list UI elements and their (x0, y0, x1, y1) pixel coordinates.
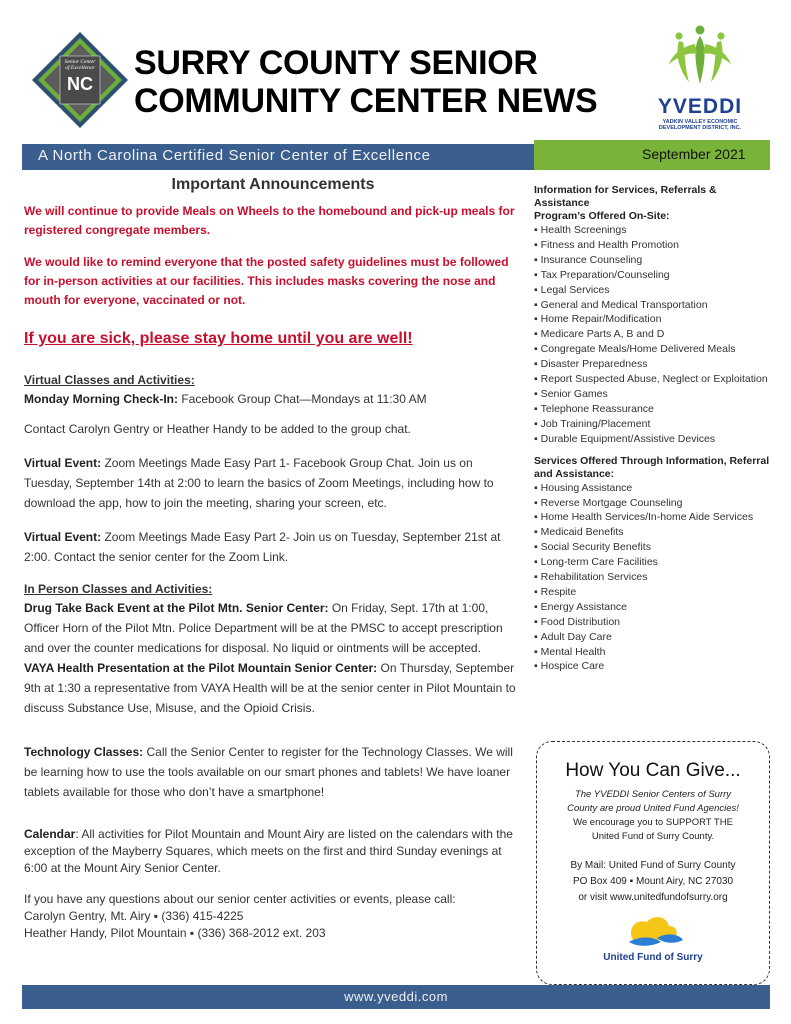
yveddi-sub-2: DEVELOPMENT DISTRICT, INC. (658, 125, 742, 131)
virtual-event-1 (24, 453, 522, 513)
mail-address (537, 858, 769, 906)
tech-text: Call the Senior Center to register for the Technology Classes. We will be learning how to use the tools available on our smart phones and tablets! We have loaner tablets available for those who don’t have a smartphone! (24, 745, 513, 799)
onsite-heading: Program’s Offered On-Site: (534, 210, 670, 222)
contact-paragraph: Contact Carolyn Gentry or Heather Handy to be added to the group chat. (24, 422, 411, 436)
onsite-service-item: ▪ Job Training/Placement (534, 417, 774, 432)
onsite-service-item: ▪ Durable Equipment/Assistive Devices (534, 432, 774, 447)
yveddi-sub-1: YADKIN VALLEY ECONOMIC (662, 119, 738, 125)
calendar-label: Calendar (24, 827, 76, 841)
excellence-badge-icon (30, 30, 130, 130)
referral-service-item: ▪ Social Security Benefits (534, 540, 774, 555)
checkin-paragraph (24, 389, 522, 409)
checkin-label: Monday Morning Check-In: (24, 392, 178, 406)
referral-service-item: ▪ Adult Day Care (534, 630, 774, 645)
united-fund-logo-icon (613, 912, 693, 952)
referral-service-item: ▪ Mental Health (534, 645, 774, 660)
onsite-service-item: ▪ Tax Preparation/Counseling (534, 268, 774, 283)
services-column (534, 184, 774, 674)
event1-text: Zoom Meetings Made Easy Part 1- Facebook Group Chat. Join us on Tuesday, September 14th at 2:00 to learn the basics of Zoom Meetings, including how to download the app, how to join the meeting, sharing your screen, etc. (24, 456, 494, 510)
yveddi-wordmark: YVEDDI (657, 95, 743, 118)
newsletter-title (134, 44, 597, 120)
contact-carolyn: Carolyn Gentry, Mt. Airy ▪ (336) 415-4225 (24, 909, 244, 923)
checkin-text: Facebook Group Chat—Mondays at 11:30 AM (178, 392, 427, 406)
onsite-list (534, 223, 774, 447)
issue-date: September 2021 (642, 146, 746, 162)
contacts-intro: If you have any questions about our senior center activities or events, please call: (24, 892, 456, 906)
svg-text:of Excellence: of Excellence (65, 65, 95, 71)
yveddi-figures-icon (665, 24, 735, 88)
referral-service-item: ▪ Hospice Care (534, 659, 774, 674)
event2-label: Virtual Event: (24, 530, 102, 544)
onsite-service-item: ▪ Senior Games (534, 387, 774, 402)
united-fund-name: United Fund of Surry (603, 952, 703, 963)
onsite-service-item: ▪ Fitness and Health Promotion (534, 238, 774, 253)
date-banner (534, 140, 770, 170)
onsite-service-item: ▪ Medicare Parts A, B and D (534, 327, 774, 342)
drug-label: Drug Take Back Event at the Pilot Mtn. Senior Center: (24, 601, 329, 615)
referral-service-item: ▪ Housing Assistance (534, 481, 774, 496)
referral-service-item: ▪ Food Distribution (534, 615, 774, 630)
footer-url[interactable]: www.yveddi.com (344, 989, 448, 1004)
referral-list (534, 481, 774, 675)
yveddi-logo (640, 24, 760, 134)
senior-center-excellence-logo (30, 30, 130, 130)
referral-service-item: ▪ Respite (534, 585, 774, 600)
meals-notice: We will continue to provide Meals on Wheels to the homebound and pick-up meals for registered congregate members. (24, 204, 515, 237)
tech-label: Technology Classes: (24, 745, 144, 759)
drug-take-back (24, 598, 522, 658)
svg-text:NC: NC (67, 74, 93, 94)
onsite-service-item: ▪ Insurance Counseling (534, 253, 774, 268)
onsite-service-item: ▪ Home Repair/Modification (534, 312, 774, 327)
virtual-event-2 (24, 527, 522, 567)
referral-service-item: ▪ Long-term Care Facilities (534, 555, 774, 570)
give-italic-2: County are proud United Fund Agencies! (567, 803, 739, 814)
vaya-presentation (24, 658, 522, 718)
onsite-service-item: ▪ General and Medical Transportation (534, 298, 774, 313)
event1-label: Virtual Event: (24, 456, 102, 470)
give-italic-1: The YVEDDI Senior Centers of Surry (574, 789, 732, 800)
services-heading: Information for Services, Referrals & Assistance (534, 184, 717, 209)
referral-service-item: ▪ Reverse Mortgage Counseling (534, 496, 774, 511)
safety-notice: We would like to remind everyone that the posted safety guidelines must be followed for in-person activities at our facilities. This includes masks covering the nose and mouth for everyone, vaccinated or not. (24, 255, 509, 307)
footer-bar (22, 985, 770, 1009)
give-line-2: United Fund of Surry County. (591, 831, 715, 842)
onsite-service-item: ▪ Congregate Meals/Home Delivered Meals (534, 342, 774, 357)
event2-text: Zoom Meetings Made Easy Part 2- Join us on Tuesday, September 21st at 2:00. Contact the senior center for the Zoom Link. (24, 530, 501, 564)
main-column (24, 176, 522, 942)
onsite-service-item: ▪ Telephone Reassurance (534, 402, 774, 417)
referral-service-item: ▪ Home Health Services/In-home Aide Services (534, 510, 774, 525)
referral-service-item: ▪ Energy Assistance (534, 600, 774, 615)
onsite-service-item: ▪ Disaster Preparedness (534, 357, 774, 372)
tagline-banner (22, 144, 534, 170)
title-line-1: SURRY COUNTY SENIOR (134, 44, 538, 82)
sick-notice: If you are sick, please stay home until you are well! (24, 330, 413, 347)
title-line-2: COMMUNITY CENTER NEWS (134, 82, 598, 120)
referral-heading: Services Offered Through Information, Referral and Assistance: (534, 454, 770, 480)
give-line-1: We encourage you to SUPPORT THE (573, 817, 733, 828)
contact-heather: Heather Handy, Pilot Mountain ▪ (336) 368-2012 ext. 203 (24, 926, 326, 940)
tagline-text: A North Carolina Certified Senior Center of Excellence (38, 147, 431, 164)
virtual-heading: Virtual Classes and Activities: (24, 373, 195, 387)
onsite-service-item: ▪ Legal Services (534, 283, 774, 298)
mail-line-3: or visit www.unitedfundofsurry.org (578, 892, 728, 903)
mail-line-1: By Mail: United Fund of Surry County (570, 860, 736, 871)
mail-line-2: PO Box 409 ▪ Mount Airy, NC 27030 (572, 876, 734, 887)
vaya-label: VAYA Health Presentation at the Pilot Mountain Senior Center: (24, 661, 378, 675)
inperson-heading: In Person Classes and Activities: (24, 582, 213, 596)
contacts (24, 891, 522, 942)
technology-classes (24, 742, 522, 802)
referral-service-item: ▪ Rehabilitation Services (534, 570, 774, 585)
announcements-heading: Important Announcements (171, 176, 375, 193)
onsite-service-item: ▪ Health Screenings (534, 223, 774, 238)
vaya-text: On Thursday, September 9th at 1:30 a representative from VAYA Health will be at the senior center in Pilot Mountain to discuss Substance Use, Misuse, and the Opioid Crisis. (24, 661, 516, 715)
calendar-note (24, 826, 522, 877)
svg-text:Senior Center: Senior Center (64, 59, 96, 65)
calendar-text: : All activities for Pilot Mountain and Mount Airy are listed on the calendars with the exception of the Mayberry Squares, which meets on the first and third Sunday evenings at 6:00 at the Mount Airy Senior Center. (24, 827, 513, 875)
referral-service-item: ▪ Medicaid Benefits (534, 525, 774, 540)
onsite-service-item: ▪ Report Suspected Abuse, Neglect or Exploitation (534, 372, 774, 387)
how-you-can-give-box (536, 741, 770, 985)
drug-text: On Friday, Sept. 17th at 1:00, Officer Horn of the Pilot Mtn. Police Department will be at the PMSC to accept prescription and over the counter medications for disposal. No liquid or ointments will be accepted. (24, 601, 503, 655)
give-title: How You Can Give... (565, 760, 741, 781)
